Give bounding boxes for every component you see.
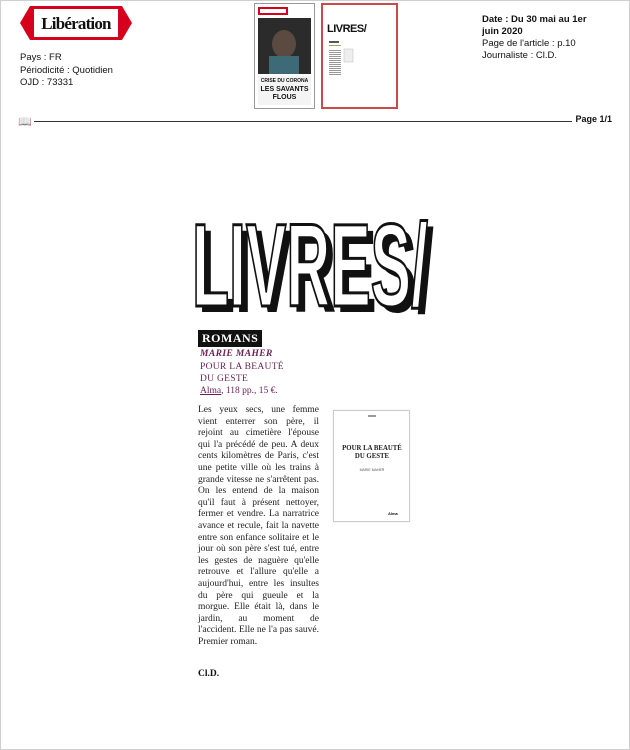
book-icon: 📖 (18, 116, 32, 128)
masthead-text: LIVRES/ (192, 200, 428, 318)
page-label: Page 1/1 (575, 114, 612, 124)
cover-publisher: Alma (388, 511, 398, 516)
publisher: Alma (200, 386, 222, 396)
book-title-line-1: POUR LA BEAUTÉ (200, 362, 284, 372)
thumb-text-lines (323, 5, 396, 107)
front-headline-2: LES SAVANTS FLOUS (260, 86, 309, 101)
book-cover (333, 410, 410, 522)
periodicity: Périodicité : Quotidien (20, 64, 113, 76)
thumb-masthead: LIVRES/ (327, 23, 367, 35)
front-headline-1: CRISE DU CORONA (260, 78, 309, 84)
cover-title (338, 445, 406, 460)
masthead-shadow: LIVRES/ (198, 206, 434, 318)
livres-masthead (188, 200, 438, 318)
source-info (20, 52, 113, 90)
logo-text: Libération (41, 14, 111, 33)
section-rubric: ROMANS (198, 330, 262, 347)
page-of-article: Page de l'article : p.10 (482, 38, 576, 49)
cover-author: MARIE MAHER (359, 468, 385, 472)
page-rule (18, 116, 612, 128)
ojd: OJD : 73331 (20, 77, 74, 88)
cover-title-line-1: POUR LA BEAUTÉ (342, 445, 402, 452)
liberation-logo (20, 6, 132, 40)
date: Date : Du 30 mai au 1er juin 2020 (482, 14, 587, 37)
front-page-thumbnail[interactable] (254, 3, 315, 109)
country: Pays : FR (20, 52, 62, 63)
cover-title-line-2: DU GESTE (354, 452, 390, 460)
book-details (200, 386, 278, 396)
journalist: Journaliste : Cl.D. (482, 50, 557, 61)
cover-mark (368, 415, 376, 417)
book-title-line-2: DU GESTE (200, 374, 249, 384)
article-info (482, 14, 602, 62)
article-page-thumbnail[interactable] (321, 3, 398, 109)
review-body: Les yeux secs, une femme vient enterrer son père, il rejoint au cimetière l'épouse qui l'a précédé de peu. A deux cents kilomètres de Paris, c'est une petite ville où les trains à grande vitesse ne s'arrêtent pas. On les entend de la maison qu'il faut à présent nettoyer, fermer et vendre. La narratrice avance et recule, fait la navette entre son enfance solitaire et le jour où son père s'est tué, entre les gestes de naguère qu'elle retrouve et l'allure qu'elle a aujourd'hui, entre les insultes du père qui gueule et la morgue. Elle était là, dans le jardin, au moment de l'accident. Elle ne l'a pas sauvé. Premier roman. (198, 405, 319, 647)
book-author: MARIE MAHER (200, 349, 273, 359)
signature: Cl.D. (198, 669, 220, 679)
book-pages-price: , 118 pp., 15 €. (221, 386, 278, 396)
book-title (200, 361, 284, 385)
divider (34, 121, 572, 122)
